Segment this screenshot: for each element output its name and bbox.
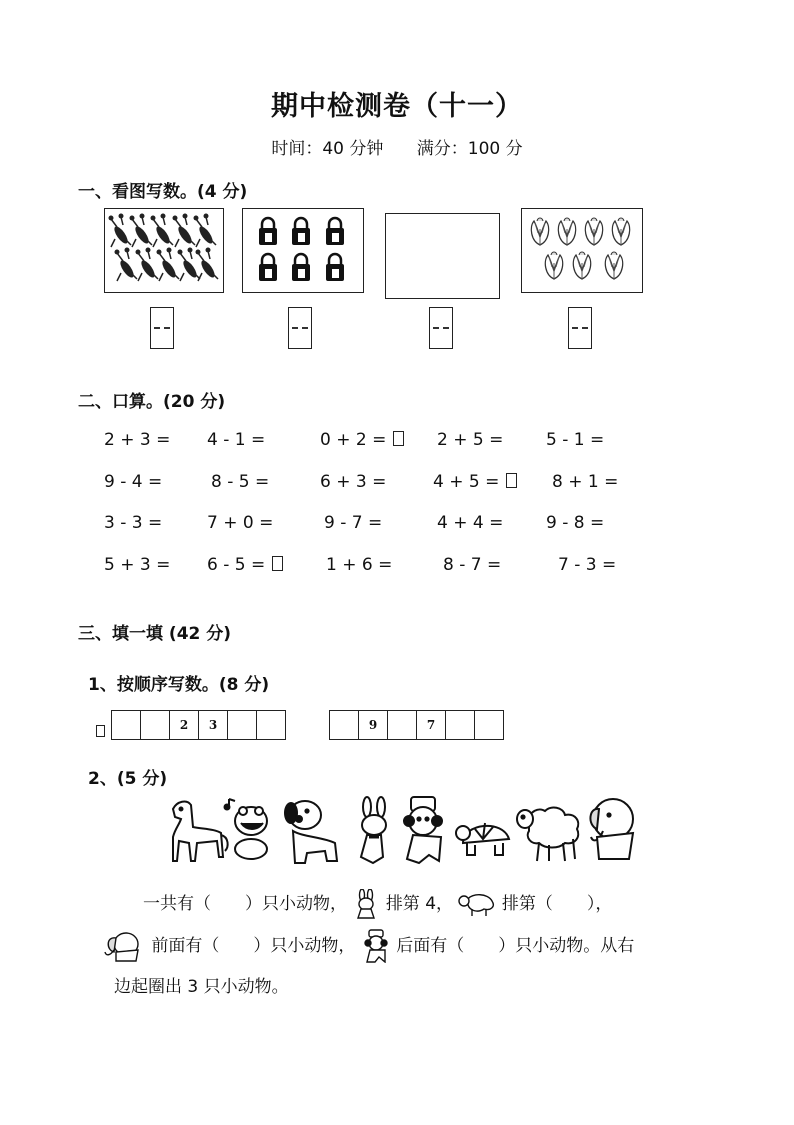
equation [437, 430, 503, 450]
answer-square[interactable] [506, 473, 517, 488]
exam-score: 满分：100 分 [416, 139, 523, 159]
equation-text: 8 - 5 = [211, 472, 270, 492]
equation [552, 472, 618, 492]
sequence-cell: 9 [359, 711, 388, 739]
equation-text: 7 - 3 = [558, 555, 617, 575]
equation [443, 555, 501, 575]
equation [558, 555, 616, 575]
answer-box-2[interactable] [288, 307, 312, 349]
cabbage-icon [531, 218, 629, 279]
equation-text: 4 - 1 = [207, 430, 266, 450]
equation-text: 9 - 7 = [324, 513, 383, 533]
monkey-icon [361, 929, 391, 963]
rabbit-icon [352, 889, 380, 919]
lock-icon [259, 218, 344, 281]
equation-text: 7 + 0 = [207, 513, 274, 533]
equation [546, 430, 604, 450]
equation [326, 555, 392, 575]
equation [320, 472, 386, 492]
equation [433, 472, 517, 492]
sequence-cell[interactable] [475, 711, 504, 739]
equation-text: 0 + 2 = [320, 430, 392, 450]
equation [104, 513, 162, 533]
picture-box-lobsters [104, 208, 224, 293]
equation-text: 5 - 1 = [546, 430, 605, 450]
q2-line-2 [102, 929, 634, 963]
exam-info [0, 134, 794, 159]
picture-box-empty [385, 213, 500, 299]
answer-box-3[interactable] [429, 307, 453, 349]
q2-line1-c: 排第（ ）， [501, 894, 613, 914]
page-title: 期中检测卷（十一） [271, 91, 523, 122]
equation-text: 6 + 3 = [320, 472, 387, 492]
number-sequence-a [111, 710, 286, 740]
equation-text: 9 - 4 = [104, 472, 163, 492]
equation-text: 2 + 3 = [104, 430, 171, 450]
equation-text: 5 + 3 = [104, 555, 171, 575]
q2-line1-a: 一共有（ ）只小动物， [143, 894, 347, 914]
lobster-group [105, 209, 222, 291]
sequence-cell: 3 [199, 711, 228, 739]
animal-row [155, 795, 645, 870]
turtle-icon [456, 823, 509, 855]
equation [207, 555, 283, 575]
lobster-icon [109, 214, 219, 282]
equation-text: 1 + 6 = [326, 555, 393, 575]
sequence-cell[interactable] [112, 711, 141, 739]
equation [104, 472, 162, 492]
leading-square [96, 725, 105, 737]
equation [104, 430, 170, 450]
equation [324, 513, 382, 533]
sequence-cell[interactable] [330, 711, 359, 739]
equation-text: 8 + 1 = [552, 472, 619, 492]
sheep-icon [517, 808, 578, 861]
lock-group [243, 209, 362, 291]
equation [320, 430, 404, 450]
sequence-cell[interactable] [388, 711, 417, 739]
picture-box-locks [242, 208, 364, 293]
elephant-icon [102, 930, 146, 962]
q2-line2-a: 前面有（ ）只小动物， [151, 936, 356, 956]
equation [104, 555, 170, 575]
sequence-cell[interactable] [257, 711, 286, 739]
answer-box-4[interactable] [568, 307, 592, 349]
answer-square[interactable] [393, 431, 404, 446]
rabbit-icon [361, 797, 386, 863]
equation-text: 9 - 8 = [546, 513, 605, 533]
picture-box-cabbages [521, 208, 643, 293]
q2-line1-b: 排第 4， [385, 894, 454, 914]
frog-icon [225, 799, 268, 859]
sequence-cell: 7 [417, 711, 446, 739]
section-2-heading: 二、口算。(20 分) [78, 392, 226, 412]
answer-square[interactable] [272, 556, 283, 571]
q2-line-1 [143, 889, 612, 919]
equation [437, 513, 503, 533]
sequence-cell: 2 [170, 711, 199, 739]
monkey-icon [404, 797, 442, 863]
equation [546, 513, 604, 533]
sheep-icon [458, 891, 496, 917]
question-2-heading: 2、(5 分) [88, 769, 168, 789]
equation-text: 3 - 3 = [104, 513, 163, 533]
equation-text: 2 + 5 = [437, 430, 504, 450]
equation-text: 4 + 4 = [437, 513, 504, 533]
equation [211, 472, 269, 492]
sequence-cell[interactable] [446, 711, 475, 739]
equation-text: 4 + 5 = [433, 472, 505, 492]
number-sequence-b [329, 710, 504, 740]
q2-line2-b: 后面有（ ）只小动物。从右 [396, 936, 635, 956]
equation [207, 430, 265, 450]
answer-box-1[interactable] [150, 307, 174, 349]
sequence-cell[interactable] [228, 711, 257, 739]
q2-line-3: 边起圈出 3 只小动物。 [114, 977, 289, 997]
exam-time: 时间：40 分钟 [271, 139, 384, 159]
equation [207, 513, 273, 533]
horse-icon [173, 802, 228, 861]
section-3-heading: 三、填一填 (42 分) [78, 624, 232, 644]
section-1-heading: 一、看图写数。(4 分) [78, 182, 248, 202]
equation-text: 6 - 5 = [207, 555, 271, 575]
equation-text: 8 - 7 = [443, 555, 502, 575]
elephant-icon [590, 799, 633, 859]
sequence-cell[interactable] [141, 711, 170, 739]
question-1-heading: 1、按顺序写数。(8 分) [88, 675, 270, 695]
cabbage-group [522, 209, 641, 291]
dog-icon [285, 801, 337, 863]
